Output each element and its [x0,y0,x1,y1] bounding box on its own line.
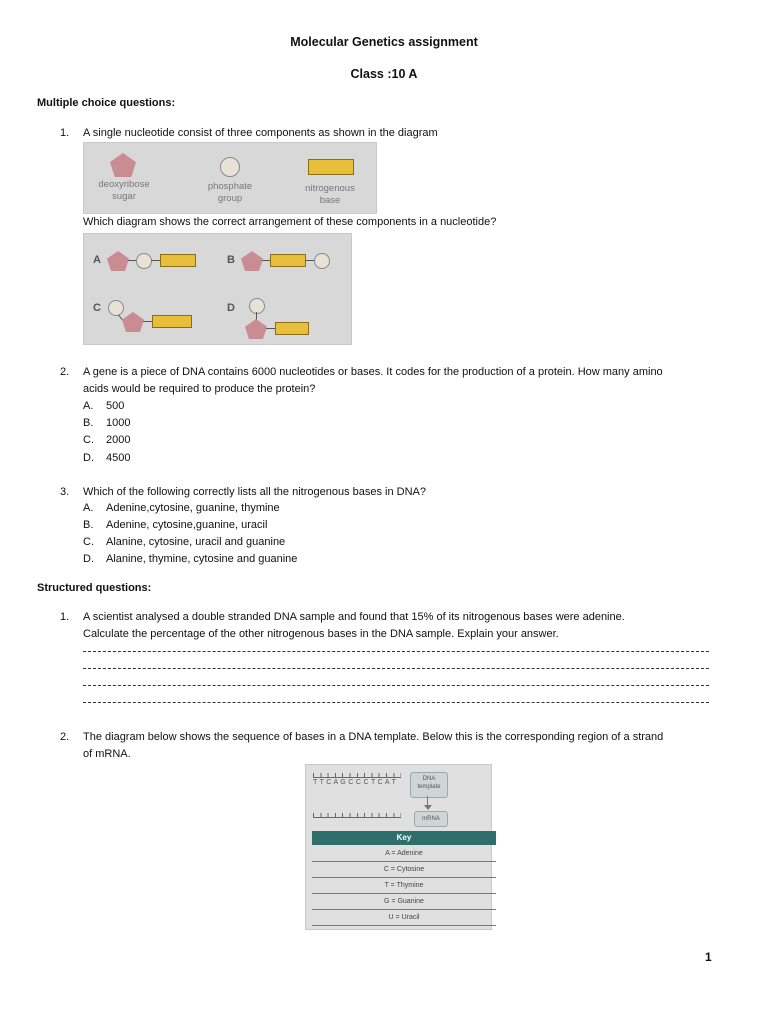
key-row: U = Uracil [312,910,496,926]
nucleotide-components-image [83,142,377,214]
base-rectangle-icon [308,159,354,175]
base-rectangle-icon [275,322,309,335]
option-text: Adenine,cytosine, guanine, thymine [106,502,280,514]
question-text: A single nucleotide consist of three components as shown in the diagram [83,127,438,139]
option-text: 500 [106,400,125,412]
dna-sequence: T T C A G C C C T C A T [313,779,397,786]
option-letter: D. [83,452,94,464]
page-number: 1 [705,950,712,964]
phosphate-label: phosphate group [207,181,253,204]
question-number: 1. [60,611,70,623]
sugar-label: deoxyribose sugar [98,179,150,202]
question-text-line: A scientist analysed a double stranded DNA sample and found that 15% of its nitrogenous bases were adenine. [83,611,625,623]
base-label: nitrogenous base [305,183,355,206]
sugar-pentagon-icon [122,312,144,332]
option-letter: B. [83,519,94,531]
question-number: 3. [60,486,70,498]
question-text-line: A gene is a piece of DNA contains 6000 nucleotides or bases. It codes for the production of a protein. How many amino [83,366,663,378]
phosphate-circle-icon [314,253,330,269]
base-rectangle-icon [270,254,306,267]
mcq-heading: Multiple choice questions: [37,97,176,109]
option-letter: C [93,302,101,314]
option-letter: D. [83,553,94,565]
option-letter: C. [83,536,94,548]
question-number: 2. [60,731,70,743]
phosphate-circle-icon [136,253,152,269]
answer-line [83,651,709,652]
key-row: T = Thymine [312,878,496,894]
sugar-pentagon-icon [245,319,267,339]
option-text: 4500 [106,452,131,464]
structured-heading: Structured questions: [37,582,152,594]
answer-line [83,668,709,669]
question-text: Which of the following correctly lists all the nitrogenous bases in DNA? [83,486,426,498]
sugar-pentagon-icon [110,153,136,177]
question-text-line: of mRNA. [83,748,131,760]
option-letter: A. [83,502,94,514]
mrna-label: mRNA [414,811,448,827]
base-rectangle-icon [160,254,196,267]
mrna-strand-ticks [313,813,401,818]
nucleotide-options-image [83,233,352,345]
question-text-line: acids would be required to produce the protein? [83,383,316,395]
answer-line [83,702,709,703]
option-letter: C. [83,434,94,446]
phosphate-circle-icon [108,300,124,316]
sugar-pentagon-icon [241,251,263,271]
option-text: 2000 [106,434,131,446]
option-letter: A. [83,400,94,412]
option-letter: B [227,254,235,266]
key-header: Key [312,831,496,845]
option-letter: B. [83,417,94,429]
class-label: Class :10 A [350,67,418,81]
answer-line [83,685,709,686]
question-text-line: Calculate the percentage of the other nitrogenous bases in the DNA sample. Explain your answer. [83,628,559,640]
option-text: Alanine, cytosine, uracil and guanine [106,536,286,548]
option-text: Adenine, cytosine,guanine, uracil [106,519,268,531]
phosphate-circle-icon [220,157,240,177]
option-text: Alanine, thymine, cytosine and guanine [106,553,298,565]
question-number: 2. [60,366,70,378]
option-letter: A [93,254,101,266]
key-row: A = Adenine [312,846,496,862]
question-number: 1. [60,127,70,139]
dna-strand-ticks [313,773,401,778]
dna-template-label: DNA template [410,772,448,798]
page-title: Molecular Genetics assignment [290,35,478,49]
base-rectangle-icon [152,315,192,328]
question-text-line: The diagram below shows the sequence of bases in a DNA template. Below this is the corresponding region of a strand [83,731,664,743]
key-row: G = Guanine [312,894,496,910]
dna-mrna-diagram [305,764,492,930]
option-text: 1000 [106,417,131,429]
key-row: C = Cytosine [312,862,496,878]
question-followup: Which diagram shows the correct arrangement of these components in a nucleotide? [83,216,497,228]
option-letter: D [227,302,235,314]
sugar-pentagon-icon [107,251,129,271]
phosphate-circle-icon [249,298,265,314]
